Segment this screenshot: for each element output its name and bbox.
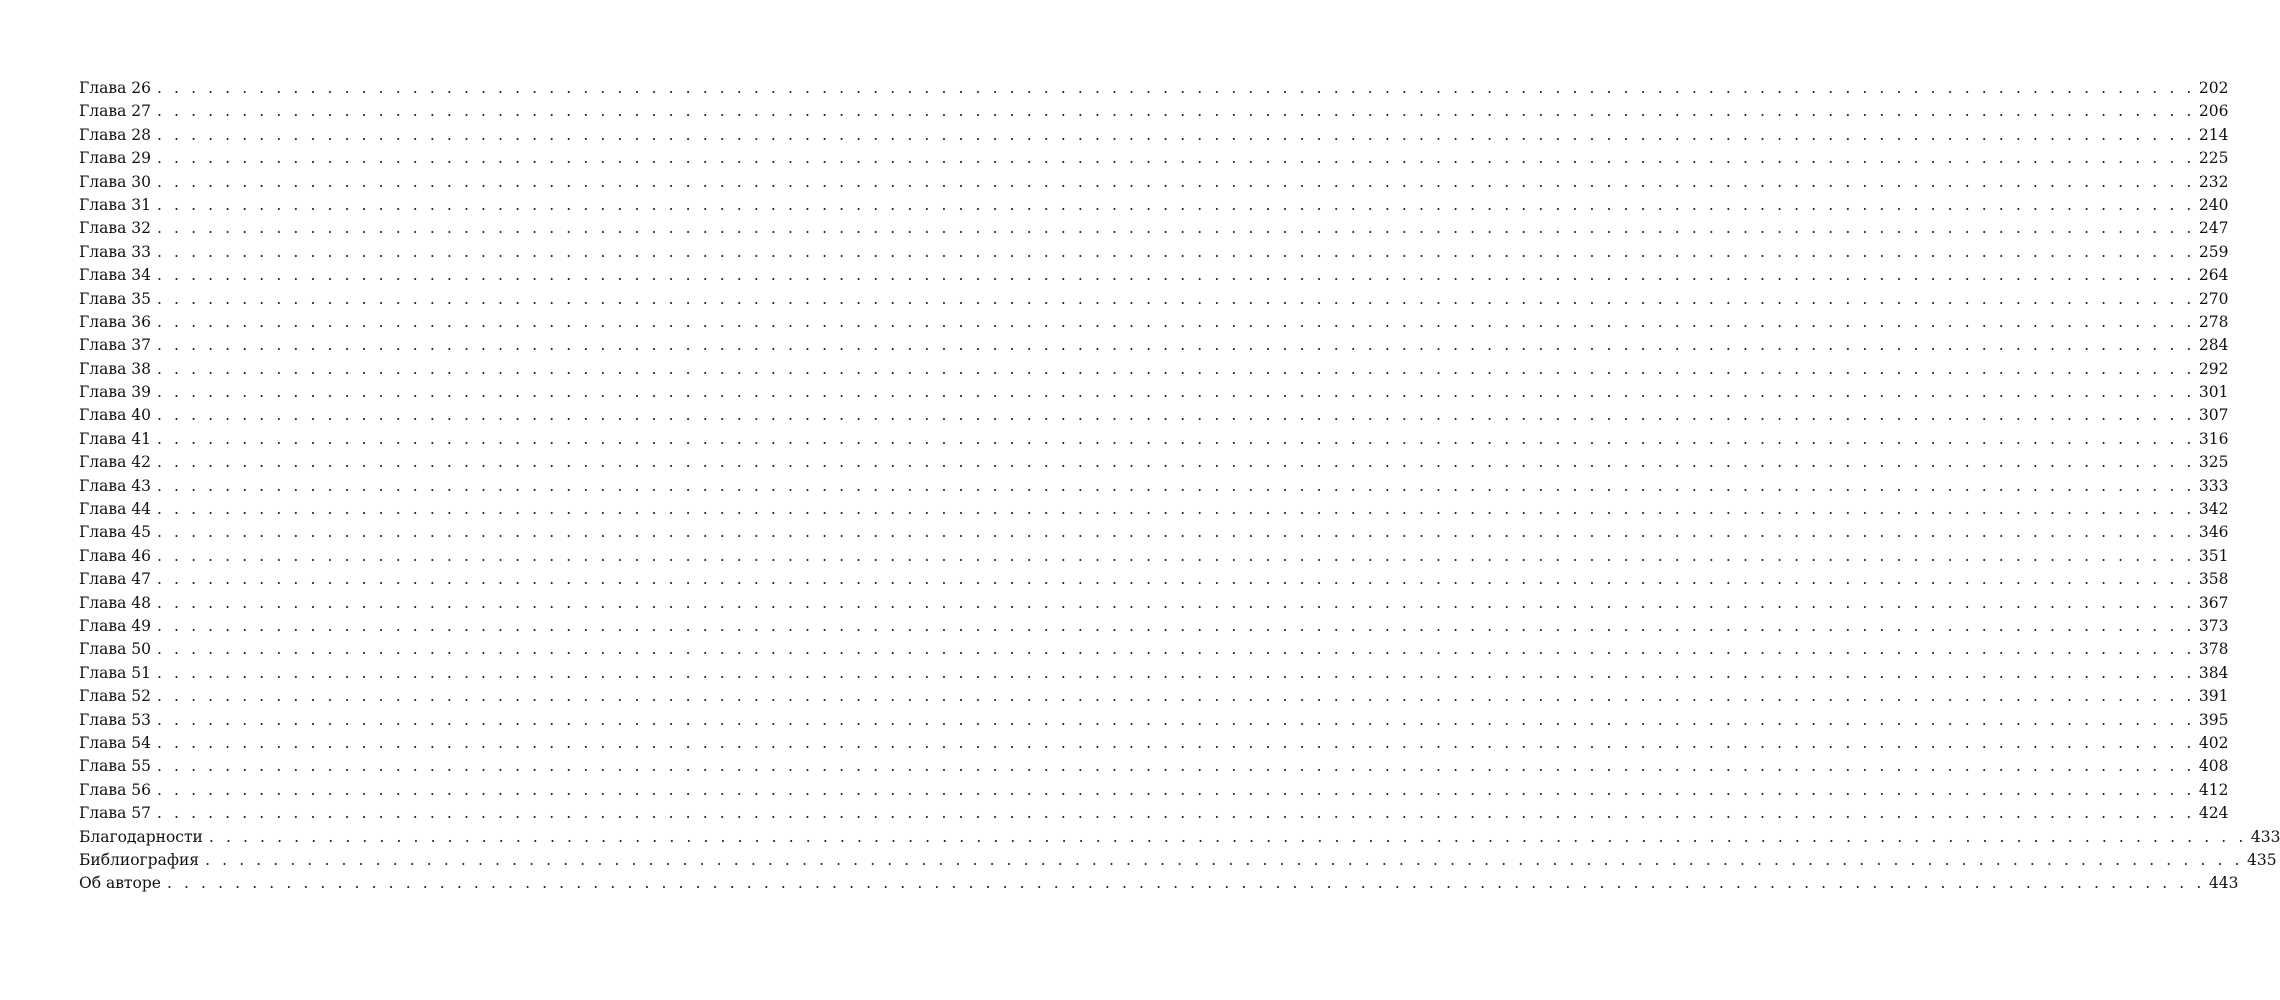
- dot-leader: . . . . . . . . . . . . . . . . . . . . . . . . . . . . . . . . . . . . . . . . . . . . . . . . . . . . . . . . . . . . . . . . . . . . . . . . . . . . . . . . . . . . . . . . . . . . . . . . . . . . . . . . . . . . . . . . . . . . . . . .: [208, 827, 2247, 846]
- toc-entry-label: Глава 29: [79, 149, 151, 168]
- dot-leader: . . . . . . . . . . . . . . . . . . . . . . . . . . . . . . . . . . . . . . . . . . . . . . . . . . . . . . . . . . . . . . . . . . . . . . . . . . . . . . . . . . . . . . . . . . . . . . . . . . . . . . . . . . . . . . . . . . . . . . . .: [156, 804, 2195, 823]
- dot-leader: . . . . . . . . . . . . . . . . . . . . . . . . . . . . . . . . . . . . . . . . . . . . . . . . . . . . . . . . . . . . . . . . . . . . . . . . . . . . . . . . . . . . . . . . . . . . . . . . . . . . . . . . . . . . . . . . . . . . . . . .: [156, 266, 2195, 285]
- toc-entry-label: Глава 34: [79, 266, 151, 285]
- toc-entry-page-number: 307: [2198, 406, 2229, 425]
- dot-leader: . . . . . . . . . . . . . . . . . . . . . . . . . . . . . . . . . . . . . . . . . . . . . . . . . . . . . . . . . . . . . . . . . . . . . . . . . . . . . . . . . . . . . . . . . . . . . . . . . . . . . . . . . . . . . . . . . . . . . . . .: [156, 663, 2195, 682]
- toc-entry: [79, 779, 2229, 802]
- dot-leader: . . . . . . . . . . . . . . . . . . . . . . . . . . . . . . . . . . . . . . . . . . . . . . . . . . . . . . . . . . . . . . . . . . . . . . . . . . . . . . . . . . . . . . . . . . . . . . . . . . . . . . . . . . . . . . . . . . . . . . . .: [156, 312, 2195, 331]
- dot-leader: . . . . . . . . . . . . . . . . . . . . . . . . . . . . . . . . . . . . . . . . . . . . . . . . . . . . . . . . . . . . . . . . . . . . . . . . . . . . . . . . . . . . . . . . . . . . . . . . . . . . . . . . . . . . . . . . . . . . . . . .: [156, 710, 2195, 729]
- dot-leader: . . . . . . . . . . . . . . . . . . . . . . . . . . . . . . . . . . . . . . . . . . . . . . . . . . . . . . . . . . . . . . . . . . . . . . . . . . . . . . . . . . . . . . . . . . . . . . . . . . . . . . . . . . . . . . . . . . . . . . . .: [205, 850, 2244, 869]
- toc-entry-label: Глава 33: [79, 242, 151, 261]
- toc-entry-page-number: 346: [2198, 523, 2229, 542]
- dot-leader: . . . . . . . . . . . . . . . . . . . . . . . . . . . . . . . . . . . . . . . . . . . . . . . . . . . . . . . . . . . . . . . . . . . . . . . . . . . . . . . . . . . . . . . . . . . . . . . . . . . . . . . . . . . . . . . . . . . . . . . .: [156, 733, 2195, 752]
- dot-leader: . . . . . . . . . . . . . . . . . . . . . . . . . . . . . . . . . . . . . . . . . . . . . . . . . . . . . . . . . . . . . . . . . . . . . . . . . . . . . . . . . . . . . . . . . . . . . . . . . . . . . . . . . . . . . . . . . . . . . . . .: [156, 149, 2195, 168]
- toc-entry-label: Глава 57: [79, 804, 151, 823]
- toc-entry: [79, 358, 2229, 381]
- dot-leader: . . . . . . . . . . . . . . . . . . . . . . . . . . . . . . . . . . . . . . . . . . . . . . . . . . . . . . . . . . . . . . . . . . . . . . . . . . . . . . . . . . . . . . . . . . . . . . . . . . . . . . . . . . . . . . . . . . . . . . . .: [156, 500, 2195, 519]
- toc-entry-page-number: 278: [2198, 312, 2229, 331]
- toc-entry: [79, 849, 2277, 872]
- dot-leader: . . . . . . . . . . . . . . . . . . . . . . . . . . . . . . . . . . . . . . . . . . . . . . . . . . . . . . . . . . . . . . . . . . . . . . . . . . . . . . . . . . . . . . . . . . . . . . . . . . . . . . . . . . . . . . . . . . . . . . . .: [156, 195, 2195, 214]
- dot-leader: . . . . . . . . . . . . . . . . . . . . . . . . . . . . . . . . . . . . . . . . . . . . . . . . . . . . . . . . . . . . . . . . . . . . . . . . . . . . . . . . . . . . . . . . . . . . . . . . . . . . . . . . . . . . . . . . . . . . . . . .: [156, 453, 2195, 472]
- dot-leader: . . . . . . . . . . . . . . . . . . . . . . . . . . . . . . . . . . . . . . . . . . . . . . . . . . . . . . . . . . . . . . . . . . . . . . . . . . . . . . . . . . . . . . . . . . . . . . . . . . . . . . . . . . . . . . . . . . . . . . . .: [156, 687, 2195, 706]
- toc-entry: [79, 755, 2229, 778]
- toc-entry-page-number: 378: [2198, 640, 2229, 659]
- dot-leader: . . . . . . . . . . . . . . . . . . . . . . . . . . . . . . . . . . . . . . . . . . . . . . . . . . . . . . . . . . . . . . . . . . . . . . . . . . . . . . . . . . . . . . . . . . . . . . . . . . . . . . . . . . . . . . . . . . . . . . . .: [156, 593, 2195, 612]
- toc-entry-label: Глава 43: [79, 476, 151, 495]
- toc-entry-page-number: 247: [2198, 219, 2229, 238]
- toc-entry-label: Глава 31: [79, 195, 151, 214]
- toc-entry-page-number: 214: [2198, 125, 2229, 144]
- toc-entry-label: Библиография: [79, 850, 200, 869]
- toc-entry-page-number: 206: [2198, 102, 2229, 121]
- toc-entry: [79, 124, 2229, 147]
- toc-entry-label: Глава 26: [79, 79, 151, 97]
- dot-leader: . . . . . . . . . . . . . . . . . . . . . . . . . . . . . . . . . . . . . . . . . . . . . . . . . . . . . . . . . . . . . . . . . . . . . . . . . . . . . . . . . . . . . . . . . . . . . . . . . . . . . . . . . . . . . . . . . . . . . . . .: [156, 406, 2195, 425]
- toc-entry-label: Глава 41: [79, 429, 151, 448]
- toc-entry-label: Глава 36: [79, 312, 151, 331]
- toc-entry: [79, 428, 2229, 451]
- dot-leader: . . . . . . . . . . . . . . . . . . . . . . . . . . . . . . . . . . . . . . . . . . . . . . . . . . . . . . . . . . . . . . . . . . . . . . . . . . . . . . . . . . . . . . . . . . . . . . . . . . . . . . . . . . . . . . . . . . . . . . . .: [156, 640, 2195, 659]
- toc-entry-page-number: 412: [2198, 780, 2229, 799]
- toc-entry: [79, 732, 2229, 755]
- toc-entry: [79, 241, 2229, 264]
- toc-entry: [79, 638, 2229, 661]
- toc-entry-page-number: 301: [2198, 383, 2229, 402]
- dot-leader: . . . . . . . . . . . . . . . . . . . . . . . . . . . . . . . . . . . . . . . . . . . . . . . . . . . . . . . . . . . . . . . . . . . . . . . . . . . . . . . . . . . . . . . . . . . . . . . . . . . . . . . . . . . . . . . . . . . . . . . .: [156, 383, 2195, 402]
- toc-entry-page-number: 270: [2198, 289, 2229, 308]
- toc-entry-label: Глава 56: [79, 780, 151, 799]
- dot-leader: . . . . . . . . . . . . . . . . . . . . . . . . . . . . . . . . . . . . . . . . . . . . . . . . . . . . . . . . . . . . . . . . . . . . . . . . . . . . . . . . . . . . . . . . . . . . . . . . . . . . . . . . . . . . . . . . . . . . . . . .: [156, 336, 2195, 355]
- toc-entry-page-number: 443: [2208, 874, 2239, 893]
- toc-entry: [79, 545, 2229, 568]
- dot-leader: . . . . . . . . . . . . . . . . . . . . . . . . . . . . . . . . . . . . . . . . . . . . . . . . . . . . . . . . . . . . . . . . . . . . . . . . . . . . . . . . . . . . . . . . . . . . . . . . . . . . . . . . . . . . . . . . . . . . . . . .: [156, 476, 2195, 495]
- toc-entry: [79, 194, 2229, 217]
- toc-entry: [79, 662, 2229, 685]
- toc-entry-page-number: 333: [2198, 476, 2229, 495]
- toc-entry-label: Глава 27: [79, 102, 151, 121]
- toc-entry-page-number: 202: [2198, 79, 2229, 97]
- toc-entry-label: Глава 37: [79, 336, 151, 355]
- toc-entry: [79, 592, 2229, 615]
- toc-entry-page-number: 342: [2198, 500, 2229, 519]
- toc-entry-label: Глава 47: [79, 570, 151, 589]
- toc-entry-label: Глава 48: [79, 593, 151, 612]
- toc-entry-label: Глава 32: [79, 219, 151, 238]
- toc-entry: [79, 288, 2229, 311]
- table-of-contents: [79, 77, 2280, 896]
- toc-entry-label: Глава 46: [79, 546, 151, 565]
- toc-entry: [79, 802, 2229, 825]
- toc-entry-page-number: 433: [2250, 827, 2280, 846]
- toc-entry-page-number: 358: [2198, 570, 2229, 589]
- toc-entry-page-number: 391: [2198, 687, 2229, 706]
- toc-entry-page-number: 284: [2198, 336, 2229, 355]
- toc-entry: [79, 498, 2229, 521]
- toc-entry: [79, 568, 2229, 591]
- toc-entry-label: Глава 38: [79, 359, 151, 378]
- toc-entry-page-number: 316: [2198, 429, 2229, 448]
- toc-entry-page-number: 264: [2198, 266, 2229, 285]
- toc-entry-page-number: 408: [2198, 757, 2229, 776]
- dot-leader: . . . . . . . . . . . . . . . . . . . . . . . . . . . . . . . . . . . . . . . . . . . . . . . . . . . . . . . . . . . . . . . . . . . . . . . . . . . . . . . . . . . . . . . . . . . . . . . . . . . . . . . . . . . . . . . . . . . . . . . .: [156, 523, 2195, 542]
- toc-entry-page-number: 325: [2198, 453, 2229, 472]
- toc-entry-label: Глава 51: [79, 663, 151, 682]
- toc-entry: [79, 77, 2229, 100]
- toc-entry-label: Об авторе: [79, 874, 161, 893]
- toc-entry-label: Глава 39: [79, 383, 151, 402]
- toc-entry-label: Глава 49: [79, 616, 151, 635]
- toc-entry-label: Глава 50: [79, 640, 151, 659]
- toc-entry: [79, 100, 2229, 123]
- toc-entry-page-number: 292: [2198, 359, 2229, 378]
- dot-leader: . . . . . . . . . . . . . . . . . . . . . . . . . . . . . . . . . . . . . . . . . . . . . . . . . . . . . . . . . . . . . . . . . . . . . . . . . . . . . . . . . . . . . . . . . . . . . . . . . . . . . . . . . . . . . . . . . . . . . . . .: [156, 289, 2195, 308]
- dot-leader: . . . . . . . . . . . . . . . . . . . . . . . . . . . . . . . . . . . . . . . . . . . . . . . . . . . . . . . . . . . . . . . . . . . . . . . . . . . . . . . . . . . . . . . . . . . . . . . . . . . . . . . . . . . . . . . . . . . . . . . .: [156, 79, 2195, 97]
- toc-entry-page-number: 240: [2198, 195, 2229, 214]
- toc-entry-label: Глава 40: [79, 406, 151, 425]
- toc-entry-page-number: 395: [2198, 710, 2229, 729]
- toc-entry-label: Глава 28: [79, 125, 151, 144]
- toc-entry: [79, 826, 2280, 849]
- toc-entry-page-number: 373: [2198, 616, 2229, 635]
- toc-entry-page-number: 232: [2198, 172, 2229, 191]
- toc-entry-label: Глава 45: [79, 523, 151, 542]
- toc-entry-label: Глава 30: [79, 172, 151, 191]
- toc-entry: [79, 615, 2229, 638]
- toc-entry: [79, 264, 2229, 287]
- toc-entry-page-number: 402: [2198, 733, 2229, 752]
- dot-leader: . . . . . . . . . . . . . . . . . . . . . . . . . . . . . . . . . . . . . . . . . . . . . . . . . . . . . . . . . . . . . . . . . . . . . . . . . . . . . . . . . . . . . . . . . . . . . . . . . . . . . . . . . . . . . . . . . . . . . . . .: [156, 359, 2195, 378]
- toc-entry: [79, 685, 2229, 708]
- toc-entry-label: Глава 42: [79, 453, 151, 472]
- toc-entry: [79, 404, 2229, 427]
- dot-leader: . . . . . . . . . . . . . . . . . . . . . . . . . . . . . . . . . . . . . . . . . . . . . . . . . . . . . . . . . . . . . . . . . . . . . . . . . . . . . . . . . . . . . . . . . . . . . . . . . . . . . . . . . . . . . . . . . . . . . . . .: [166, 874, 2205, 893]
- toc-entry-page-number: 424: [2198, 804, 2229, 823]
- toc-entry: [79, 709, 2229, 732]
- toc-entry-label: Благодарности: [79, 827, 203, 846]
- toc-entry: [79, 171, 2229, 194]
- toc-entry-page-number: 435: [2247, 850, 2277, 869]
- toc-entry-page-number: 259: [2198, 242, 2229, 261]
- toc-entry-page-number: 225: [2198, 149, 2229, 168]
- toc-entry-label: Глава 55: [79, 757, 151, 776]
- toc-entry: [79, 334, 2229, 357]
- toc-entry: [79, 217, 2229, 240]
- toc-entry-label: Глава 35: [79, 289, 151, 308]
- toc-entry: [79, 147, 2229, 170]
- dot-leader: . . . . . . . . . . . . . . . . . . . . . . . . . . . . . . . . . . . . . . . . . . . . . . . . . . . . . . . . . . . . . . . . . . . . . . . . . . . . . . . . . . . . . . . . . . . . . . . . . . . . . . . . . . . . . . . . . . . . . . . .: [156, 546, 2195, 565]
- toc-entry-page-number: 384: [2198, 663, 2229, 682]
- toc-entry-label: Глава 52: [79, 687, 151, 706]
- toc-entry: [79, 521, 2229, 544]
- toc-entry: [79, 381, 2229, 404]
- dot-leader: . . . . . . . . . . . . . . . . . . . . . . . . . . . . . . . . . . . . . . . . . . . . . . . . . . . . . . . . . . . . . . . . . . . . . . . . . . . . . . . . . . . . . . . . . . . . . . . . . . . . . . . . . . . . . . . . . . . . . . . .: [156, 780, 2195, 799]
- toc-entry-page-number: 367: [2198, 593, 2229, 612]
- toc-entry-label: Глава 54: [79, 733, 151, 752]
- dot-leader: . . . . . . . . . . . . . . . . . . . . . . . . . . . . . . . . . . . . . . . . . . . . . . . . . . . . . . . . . . . . . . . . . . . . . . . . . . . . . . . . . . . . . . . . . . . . . . . . . . . . . . . . . . . . . . . . . . . . . . . .: [156, 429, 2195, 448]
- dot-leader: . . . . . . . . . . . . . . . . . . . . . . . . . . . . . . . . . . . . . . . . . . . . . . . . . . . . . . . . . . . . . . . . . . . . . . . . . . . . . . . . . . . . . . . . . . . . . . . . . . . . . . . . . . . . . . . . . . . . . . . .: [156, 570, 2195, 589]
- dot-leader: . . . . . . . . . . . . . . . . . . . . . . . . . . . . . . . . . . . . . . . . . . . . . . . . . . . . . . . . . . . . . . . . . . . . . . . . . . . . . . . . . . . . . . . . . . . . . . . . . . . . . . . . . . . . . . . . . . . . . . . .: [156, 242, 2195, 261]
- dot-leader: . . . . . . . . . . . . . . . . . . . . . . . . . . . . . . . . . . . . . . . . . . . . . . . . . . . . . . . . . . . . . . . . . . . . . . . . . . . . . . . . . . . . . . . . . . . . . . . . . . . . . . . . . . . . . . . . . . . . . . . .: [156, 102, 2195, 121]
- dot-leader: . . . . . . . . . . . . . . . . . . . . . . . . . . . . . . . . . . . . . . . . . . . . . . . . . . . . . . . . . . . . . . . . . . . . . . . . . . . . . . . . . . . . . . . . . . . . . . . . . . . . . . . . . . . . . . . . . . . . . . . .: [156, 125, 2195, 144]
- toc-entry: [79, 475, 2229, 498]
- dot-leader: . . . . . . . . . . . . . . . . . . . . . . . . . . . . . . . . . . . . . . . . . . . . . . . . . . . . . . . . . . . . . . . . . . . . . . . . . . . . . . . . . . . . . . . . . . . . . . . . . . . . . . . . . . . . . . . . . . . . . . . .: [156, 172, 2195, 191]
- toc-entry-page-number: 351: [2198, 546, 2229, 565]
- toc-entry: [79, 872, 2239, 895]
- dot-leader: . . . . . . . . . . . . . . . . . . . . . . . . . . . . . . . . . . . . . . . . . . . . . . . . . . . . . . . . . . . . . . . . . . . . . . . . . . . . . . . . . . . . . . . . . . . . . . . . . . . . . . . . . . . . . . . . . . . . . . . .: [156, 219, 2195, 238]
- toc-entry-label: Глава 44: [79, 500, 151, 519]
- dot-leader: . . . . . . . . . . . . . . . . . . . . . . . . . . . . . . . . . . . . . . . . . . . . . . . . . . . . . . . . . . . . . . . . . . . . . . . . . . . . . . . . . . . . . . . . . . . . . . . . . . . . . . . . . . . . . . . . . . . . . . . .: [156, 616, 2195, 635]
- dot-leader: . . . . . . . . . . . . . . . . . . . . . . . . . . . . . . . . . . . . . . . . . . . . . . . . . . . . . . . . . . . . . . . . . . . . . . . . . . . . . . . . . . . . . . . . . . . . . . . . . . . . . . . . . . . . . . . . . . . . . . . .: [156, 757, 2195, 776]
- toc-entry: [79, 311, 2229, 334]
- toc-entry-label: Глава 53: [79, 710, 151, 729]
- toc-entry: [79, 451, 2229, 474]
